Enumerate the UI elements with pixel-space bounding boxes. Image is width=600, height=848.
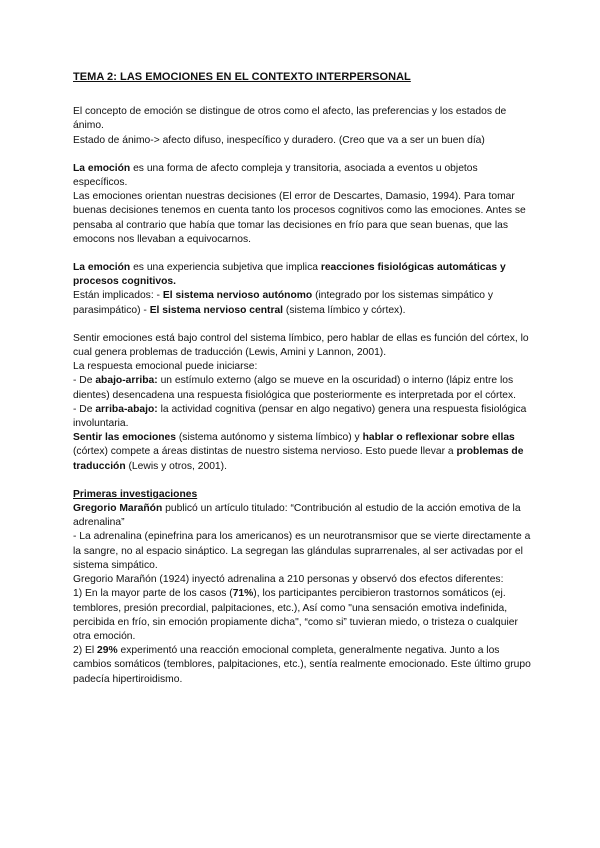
bold-term: Sentir las emociones (73, 432, 177, 444)
list-item: 2) El 29% experimentó una reacción emocional completa, generalmente negativa. Junto a los cambios somáticos (temblores, palpitaciones, etc.), sentía realmente emocionado. Este último grupo padecía hipertiroidismo. (73, 645, 531, 685)
document-page (73, 70, 533, 687)
bold-term: La emoción (73, 262, 131, 274)
bold-term: La emoción (73, 162, 131, 174)
paragraph: Sentir emociones está bajo control del sistema límbico, pero hablar de ellas es función del córtex, lo cual genera problemas de traducción (Lewis, Amini y Lannon, 2001). (73, 332, 529, 359)
bold-term: 29% (97, 645, 118, 657)
list-item: - De arriba-abajo: la actividad cognitiva (pensar en algo negativo) genera una respuesta fisiológica involuntaria. (73, 403, 527, 430)
paragraph: Estado de ánimo-> afecto difuso, inespecífico y duradero. (Creo que va a ser un buen día) (73, 134, 485, 146)
paragraph: El concepto de emoción se distingue de otros como el afecto, las preferencias y los estados de ánimo. (73, 106, 507, 132)
bold-term: arriba-abajo: (95, 403, 158, 415)
paragraph: Gregorio Marañón (1924) inyectó adrenalina a 210 personas y observó dos efectos diferentes: (73, 574, 504, 586)
paragraph: Sentir las emociones (sistema autónomo y sistema límbico) y hablar o reflexionar sobre ellas (córtex) compete a áreas distintas de nuestro sistema nervioso. Esto puede llevar a problemas de traducción (Lewis y otros, 2001). (73, 432, 524, 472)
list-item: - De abajo-arriba: un estímulo externo (algo se mueve en la oscuridad) o interno (lápiz entre los dientes) desencadena una respuesta fisiológica que posteriormente es interpretada por el córtex. (73, 375, 517, 401)
bold-term: reacciones fisiológicas automáticas y procesos cognitivos. (73, 262, 506, 288)
paragraph: Están implicados: - El sistema nervioso autónomo (integrado por los sistemas simpático y parasimpático) - El sistema nervioso central (sistema límbico y córtex). (73, 290, 494, 316)
section-heading: Primeras investigaciones (73, 488, 198, 500)
bold-term: abajo-arriba: (95, 375, 158, 387)
paragraph: Gregorio Marañón publicó un artículo titulado: “Contribución al estudio de la acción emotiva de la adrenalina” (73, 503, 521, 529)
bold-term: El sistema nervioso central (149, 304, 284, 316)
paragraph: - La adrenalina (epinefrina para los americanos) es un neurotransmisor que se vierte directamente a la sangre, no al espacio sináptico. La segregan las glándulas suprarrenales, al ser activadas por el sistema simpático. (73, 531, 531, 571)
bold-term: 71% (232, 588, 254, 600)
paragraph: La emoción es una forma de afecto compleja y transitoria, asociada a eventos u objetos específicos. (73, 162, 478, 189)
paragraph: La emoción es una experiencia subjetiva que implica reacciones fisiológicas automáticas y procesos cognitivos. (73, 262, 506, 288)
page-title: TEMA 2: LAS EMOCIONES EN EL CONTEXTO INTERPERSONAL (73, 71, 411, 83)
paragraph: Las emociones orientan nuestras decisiones (El error de Descartes, Damasio, 1994). Para tomar buenas decisiones tenemos en cuenta tanto los procesos cognitivos como las emociones. Antes se pensaba al contrario que había que tomar las decisiones en frío para que sean buenas, que las emocons nos llevaban a equivocarnos. (73, 191, 526, 245)
bold-term: Gregorio Marañón (73, 503, 163, 515)
bold-term: El sistema nervioso autónomo (162, 290, 313, 302)
bold-term: problemas de traducción (73, 446, 524, 472)
bold-term: hablar o reflexionar sobre ellas (362, 432, 515, 444)
list-item: 1) En la mayor parte de los casos (71%), los participantes percibieron trastornos somáticos (ej. temblores, presión precordial, palpitaciones, etc.), Así como "una sensación emotiva indefinida, percibida en frío, sin emoción propiamente dicha", “como si” tuvieran miedo, o tristeza o cualquier otra emoción. (73, 588, 518, 642)
paragraph: La respuesta emocional puede iniciarse: (73, 361, 258, 373)
